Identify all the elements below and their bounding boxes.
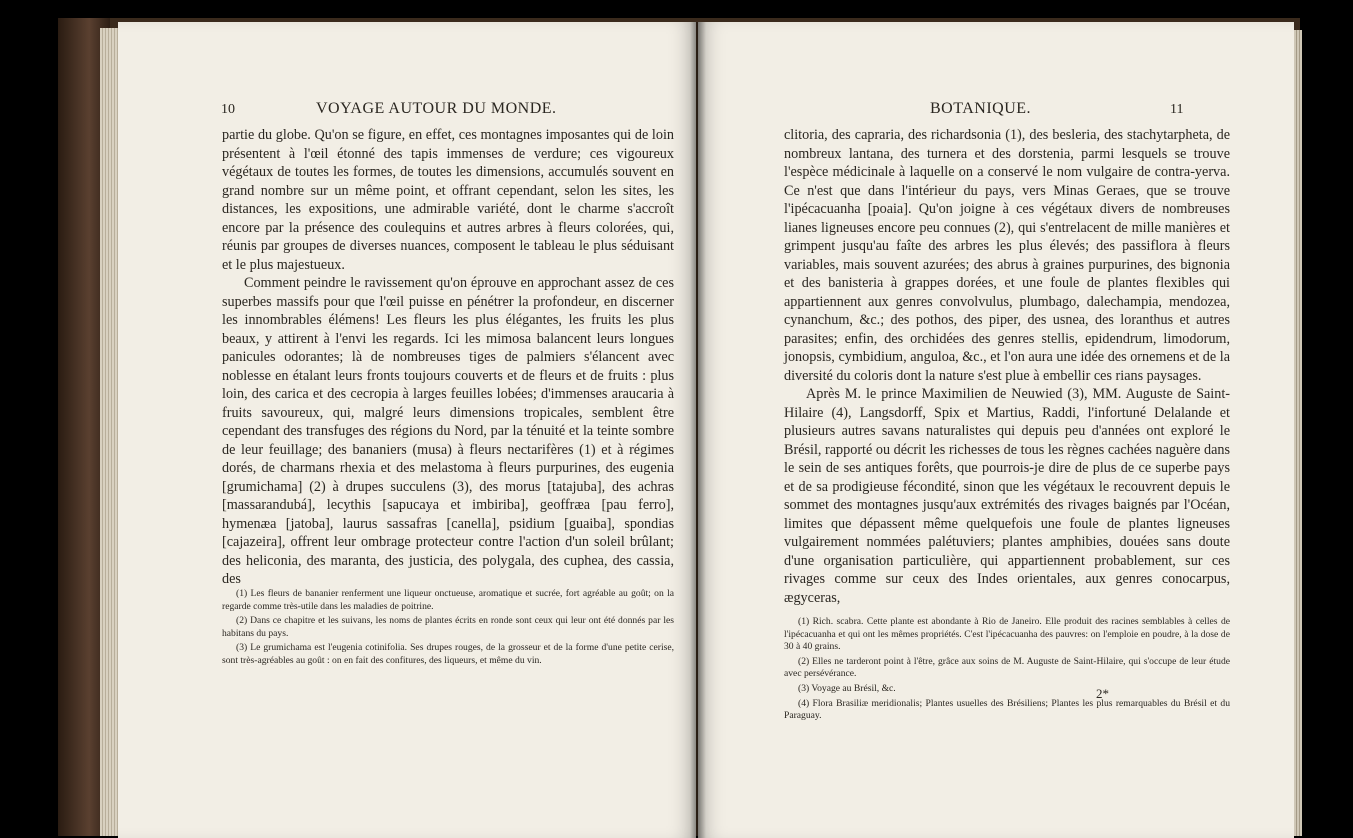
left-page-number: 10 [221,102,235,117]
left-footnote-1: (1) Les fleurs de bananier renferment une liqueur onctueuse, aromatique et sucrée, fort agréable au goût; on la regarde comme très-utile dans les maladies de poitrine. [222,588,674,612]
right-page-edges [1294,30,1302,836]
right-page [698,22,1294,838]
right-page-number: 11 [1170,102,1184,117]
left-footnote-2: (2) Dans ce chapitre et les suivans, les noms de plantes écrits en ronde sont ceux qui leur ont été donnés par les habitans du pays. [222,615,674,639]
right-footnote-4: (4) Flora Brasiliæ meridionalis; Plantes usuelles des Brésiliens; Plantes les plus remarquables du Brésil et du Paraguay. [784,697,1230,722]
right-footnotes [784,616,1230,725]
left-paragraph-1: partie du globe. Qu'on se figure, en effet, ces montagnes imposantes qui de loin présentent à l'œil étonné des tapis immenses de verdure; ces vigoureux végétaux de toutes les formes, de toutes les dimensions, accumulés souvent en grand nombre sur un même point, et offrant cependant, selon les sites, les distances, les expositions, une admirable variété, dont le charme s'accroît encore par la présence des coulequins et autres arbres à fleurs colorées, qui, réunis par groupes de diverses nuances, composent le tableau le plus séduisant et le plus majestueux. [222,127,674,273]
printer-signature-mark: 2* [1096,686,1109,701]
left-footnotes [222,588,674,670]
left-footnote-3: (3) Le grumichama est l'eugenia cotinifolia. Ses drupes rouges, de la grosseur et de la forme d'une petite cerise, sont très-agréables au goût : on en fait des confitures, des liqueurs, et même du vin. [222,642,674,666]
book-gutter [690,22,706,838]
left-page [118,22,696,838]
left-paragraph-2: Comment peindre le ravissement qu'on éprouve en approchant assez de ces superbes massifs pour que l'œil puisse en pénétrer la profondeur, en discerner les innombrables élémens! Les fleurs les plus élégantes, les fruits les plus beaux, y attirent à l'envi les regards. Ici les mimosa balancent leurs longues panicules odorantes; là de nombreuses tiges de palmiers s'élancent avec noblesse en étalant leurs fronts toujours couverts et de fleurs et de fruits : plus loin, des carica et des cecropia à larges feuilles lobées; d'immenses araucaria à fruits savoureux, qui, malgré leurs dimensions tropicales, semblent être cependant des transfuges des régions du Nord, par la ténuité et la teinte sombre de leur feuillage; des bananiers (musa) à fleurs nectarifères (1) et à régimes dorés, de charmans rhexia et des melastoma à fleurs purpurines, des eugenia [grumichama] (2) à drupes succulens (3), des morus [tatajuba], des achras [massarandubá], lecythis [sapucaya et imbiriba], geoffræa [pau ferro], hymenæa [jatoba], laurus sassafras [canella], psidium [guaiba], spondias [cajazeira], offrent leur ombrage protecteur contre l'action d'un soleil brûlant; des heliconia, des maranta, des justicia, des polygala, des cuphea, des cassia, des [222,275,674,587]
right-body-text [784,126,1230,607]
right-paragraph-1: clitoria, des capraria, des richardsonia (1), des besleria, des stachytarpheta, de nombreux lantana, des turnera et des dorstenia, parmi lesquels se trouve l'espèce médicinale à laquelle on a conservé le nom vulgaire de contra-yerva. Ce n'est que dans l'intérieur du pays, vers Minas Geraes, que se trouve l'ipécacuanha [poaia]. Qu'on joigne à ces végétaux divers de nombreuses lianes ligneuses encore peu connues (2), qui s'entrelacent de mille manières et grimpent jusqu'au faîte des arbres les plus élevés; des passiflora à fleurs variables, mais souvent azurées; des abrus à graines purpurines, des bignonia et des banisteria à grappes dorées, et une foule de plantes flexibles qui appartiennent aux genres convolvulus, plumbago, dalechampia, mendozea, cynanchum, &c.; des pothos, des piper, des usnea, des loranthus et autres parasites; enfin, des orchidées des genres stellis, epidendrum, limodorum, jonopsis, cymbidium, anguloa, &c., et l'on aura une idée des ornemens et de la diversité du coloris dont la nature s'est plue à embellir ces rians paysages. [784,127,1230,384]
right-footnote-3: (3) Voyage au Brésil, &c. [798,682,896,694]
right-running-head: BOTANIQUE. [930,100,1032,117]
right-footnote-1: (1) Rich. scabra. Cette plante est abondante à Rio de Janeiro. Elle produit des racines semblables à celles de l'ipécacuanha et qui ont les mêmes propriétés. C'est l'ipécacuanha des pauvres: on l'emploie en poudre, à la dose de 30 à 40 grains. [784,616,1230,653]
right-paragraph-2: Après M. le prince Maximilien de Neuwied (3), MM. Auguste de Saint-Hilaire (4), Langsdorff, Spix et Martius, Raddi, l'infortuné Delalande et plusieurs autres savans naturalistes qui depuis peu d'années ont exploré le Brésil, rapporté ou décrit les richesses de tous les règnes cachées naguère dans le sein de ses antiques forêts, que pourrois-je dire de plus de ce superbe pays et de sa prodigieuse fécondité, sinon que les végétaux le recouvrent depuis le sommet des montagnes jusqu'aux extrémités des rivages baignés par l'Océan, limites que dépassent même quelquefois une foule de plantes ligneuses vulgairement nommées palétuviers; plantes amphibies, douées sans doute d'une organisation particulière, qui appartiennent probablement, sur ces rivages comme sur ceux des Indes orientales, aux genres conocarpus, ægyceras, [784,386,1230,606]
right-footnote-2: (2) Elles ne tarderont point à l'être, grâce aux soins de M. Auguste de Saint-Hilaire, qui s'occupe de leur étude avec persévérance. [784,655,1230,680]
page-stack-edge [100,28,120,836]
left-body-text [222,126,674,589]
left-running-head: VOYAGE AUTOUR DU MONDE. [316,100,557,117]
